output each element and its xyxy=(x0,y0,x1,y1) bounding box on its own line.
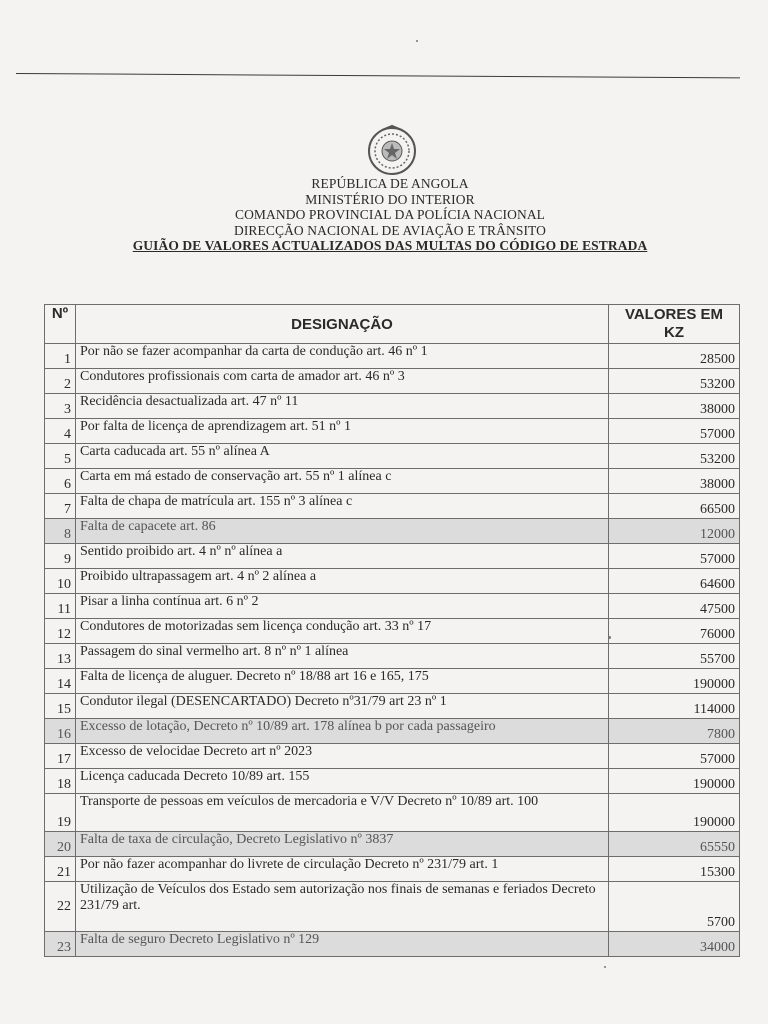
row-number: 1 xyxy=(45,344,76,369)
row-value: 57000 xyxy=(609,744,740,769)
table-row xyxy=(45,369,740,394)
header-republic: REPÚBLICA DE ANGOLA xyxy=(311,176,469,191)
row-number: 3 xyxy=(45,394,76,419)
table-row xyxy=(45,444,740,469)
table-row xyxy=(45,832,740,857)
row-number: 16 xyxy=(45,719,76,744)
column-header-value xyxy=(609,305,740,344)
header-command: COMANDO PROVINCIAL DA POLÍCIA NACIONAL xyxy=(234,207,546,222)
document-title: GUIÃO DE VALORES ACTUALIZADOS DAS MULTAS DO CÓDIGO DE ESTRADA xyxy=(132,238,648,253)
table-row xyxy=(45,719,740,744)
table-row xyxy=(45,419,740,444)
row-number: 13 xyxy=(45,644,76,669)
table-row xyxy=(45,594,740,619)
scan-speck xyxy=(608,636,611,639)
row-designation: Excesso de lotação, Decreto nº 10/89 art. 178 alínea b por cada passageiro xyxy=(76,719,609,744)
header-ministry: MINISTÉRIO DO INTERIOR xyxy=(305,191,475,207)
row-number: 20 xyxy=(45,832,76,857)
row-designation: Por falta de licença de aprendizagem art. 51 nº 1 xyxy=(76,419,609,444)
row-value: 114000 xyxy=(609,694,740,719)
row-number: 15 xyxy=(45,694,76,719)
row-designation: Proibido ultrapassagem art. 4 nº 2 alínea a xyxy=(76,569,609,594)
row-designation: Condutores de motorizadas sem licença condução art. 33 nº 17 xyxy=(76,619,609,644)
table-row xyxy=(45,932,740,957)
row-value: 15300 xyxy=(609,857,740,882)
angola-coat-of-arms-icon xyxy=(366,124,418,176)
row-designation: Licença caducada Decreto 10/89 art. 155 xyxy=(76,769,609,794)
row-number: 6 xyxy=(45,469,76,494)
document-header xyxy=(90,176,690,254)
row-number: 14 xyxy=(45,669,76,694)
row-number: 9 xyxy=(45,544,76,569)
row-number: 8 xyxy=(45,519,76,544)
row-value: 47500 xyxy=(609,594,740,619)
row-value: 66500 xyxy=(609,494,740,519)
header-directorate: DIRECÇÃO NACIONAL DE AVIAÇÃO E TRÂNSITO xyxy=(233,222,547,238)
row-value: 34000 xyxy=(609,932,740,957)
row-designation: Condutor ilegal (DESENCARTADO) Decreto nº31/79 art 23 nº 1 xyxy=(76,694,609,719)
row-number: 17 xyxy=(45,744,76,769)
table-row xyxy=(45,544,740,569)
row-number: 22 xyxy=(45,882,76,932)
table-row xyxy=(45,619,740,644)
row-value: 57000 xyxy=(609,544,740,569)
row-number: 4 xyxy=(45,419,76,444)
row-designation: Falta de chapa de matrícula art. 155 nº 3 alínea c xyxy=(76,494,609,519)
row-designation: Condutores profissionais com carta de amador art. 46 nº 3 xyxy=(76,369,609,394)
fines-table xyxy=(44,304,740,957)
scan-speck xyxy=(416,40,418,42)
row-value: 76000 xyxy=(609,619,740,644)
table-row xyxy=(45,744,740,769)
row-number: 18 xyxy=(45,769,76,794)
table-row xyxy=(45,769,740,794)
row-value: 190000 xyxy=(609,769,740,794)
column-header-value-line1: VALORES EM xyxy=(624,306,724,323)
row-number: 12 xyxy=(45,619,76,644)
table-row xyxy=(45,394,740,419)
row-designation: Transporte de pessoas em veículos de mercadoria e V/V Decreto nº 10/89 art. 100 xyxy=(76,794,609,832)
row-value: 190000 xyxy=(609,669,740,694)
row-number: 11 xyxy=(45,594,76,619)
row-designation: Pisar a linha contínua art. 6 nº 2 xyxy=(76,594,609,619)
row-value: 55700 xyxy=(609,644,740,669)
row-value: 38000 xyxy=(609,394,740,419)
row-designation: Falta de capacete art. 86 xyxy=(76,519,609,544)
table-row xyxy=(45,882,740,932)
row-number: 21 xyxy=(45,857,76,882)
row-designation: Sentido proibido art. 4 nº nº alínea a xyxy=(76,544,609,569)
row-designation: Falta de seguro Decreto Legislativo nº 129 xyxy=(76,932,609,957)
row-designation: Por não fazer acompanhar do livrete de circulação Decreto nº 231/79 art. 1 xyxy=(76,857,609,882)
top-rule xyxy=(16,73,740,78)
row-designation: Por não se fazer acompanhar da carta de condução art. 46 nº 1 xyxy=(76,344,609,369)
table-row xyxy=(45,694,740,719)
row-number: 2 xyxy=(45,369,76,394)
row-number: 19 xyxy=(45,794,76,832)
row-value: 7800 xyxy=(609,719,740,744)
column-header-value-line2: KZ xyxy=(664,324,684,341)
table-header-row xyxy=(45,305,740,344)
row-number: 7 xyxy=(45,494,76,519)
row-value: 28500 xyxy=(609,344,740,369)
row-value: 38000 xyxy=(609,469,740,494)
row-designation: Excesso de velocidae Decreto art nº 2023 xyxy=(76,744,609,769)
scan-speck xyxy=(604,966,606,968)
row-designation: Falta de taxa de circulação, Decreto Legislativo nº 3837 xyxy=(76,832,609,857)
row-value: 64600 xyxy=(609,569,740,594)
table-row xyxy=(45,494,740,519)
row-number: 10 xyxy=(45,569,76,594)
row-number: 5 xyxy=(45,444,76,469)
row-designation: Utilização de Veículos dos Estado sem autorização nos finais de semanas e feriados Decreto 231/79 art. xyxy=(76,882,609,932)
table-row xyxy=(45,569,740,594)
row-value: 190000 xyxy=(609,794,740,832)
row-designation: Recidência desactualizada art. 47 nº 11 xyxy=(76,394,609,419)
column-header-designation: DESIGNAÇÃO xyxy=(76,305,609,344)
row-value: 65550 xyxy=(609,832,740,857)
table-row xyxy=(45,794,740,832)
row-designation: Carta em má estado de conservação art. 55 nº 1 alínea c xyxy=(76,469,609,494)
row-value: 57000 xyxy=(609,419,740,444)
row-value: 12000 xyxy=(609,519,740,544)
table-row xyxy=(45,857,740,882)
table-row xyxy=(45,469,740,494)
row-value: 5700 xyxy=(609,882,740,932)
row-value: 53200 xyxy=(609,369,740,394)
table-row xyxy=(45,519,740,544)
row-number: 23 xyxy=(45,932,76,957)
row-designation: Passagem do sinal vermelho art. 8 nº nº 1 alínea xyxy=(76,644,609,669)
column-header-number: Nº xyxy=(45,305,76,344)
row-value: 53200 xyxy=(609,444,740,469)
table-row xyxy=(45,644,740,669)
row-designation: Falta de licença de aluguer. Decreto nº 18/88 art 16 e 165, 175 xyxy=(76,669,609,694)
table-row xyxy=(45,344,740,369)
table-row xyxy=(45,669,740,694)
row-designation: Carta caducada art. 55 nº alínea A xyxy=(76,444,609,469)
